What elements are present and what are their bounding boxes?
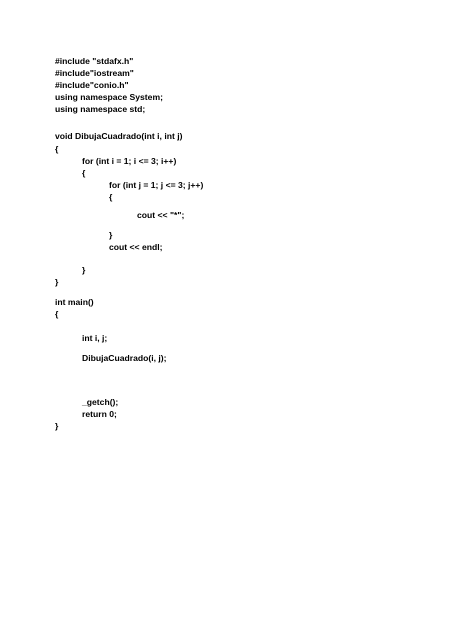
- code-line-cout-endl: cout << endl;: [109, 242, 163, 252]
- code-line-include-stdafx: #include "stdafx.h": [55, 56, 134, 66]
- code-line-inner-for-open-brace: {: [109, 192, 113, 202]
- code-line-function-close-brace: }: [55, 277, 59, 287]
- code-line-main-signature: int main(): [55, 297, 94, 307]
- code-line-function-open-brace: {: [55, 144, 59, 154]
- code-line-inner-for: for (int j = 1; j <= 3; j++): [109, 180, 204, 190]
- code-line-return-zero: return 0;: [82, 409, 117, 419]
- code-line-cout-star: cout << "*";: [137, 210, 185, 220]
- code-line-outer-for-close-brace: }: [82, 265, 86, 275]
- code-line-outer-for: for (int i = 1; i <= 3; i++): [82, 156, 177, 166]
- code-line-include-conio: #include"conio.h": [55, 80, 129, 90]
- code-line-include-iostream: #include"iostream": [55, 68, 134, 78]
- code-line-outer-for-open-brace: {: [82, 168, 86, 178]
- code-line-main-open-brace: {: [55, 309, 59, 319]
- code-line-declare-i-j: int i, j;: [82, 333, 108, 343]
- code-line-using-system: using namespace System;: [55, 92, 163, 102]
- code-line-call-dibuja-cuadrado: DibujaCuadrado(i, j);: [82, 353, 167, 363]
- code-line-inner-for-close-brace: }: [109, 230, 113, 240]
- code-line-getch: _getch();: [82, 397, 119, 407]
- code-line-using-std: using namespace std;: [55, 104, 146, 114]
- code-line-function-signature: void DibujaCuadrado(int i, int j): [55, 131, 183, 141]
- code-line-main-close-brace: }: [55, 421, 59, 431]
